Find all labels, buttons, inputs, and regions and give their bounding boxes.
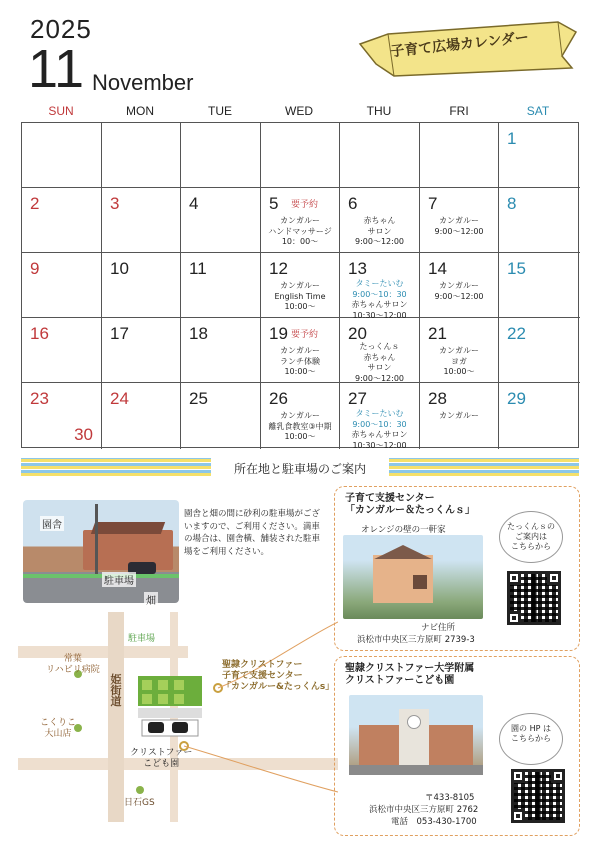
label-field: 畑 [144,592,158,607]
year: 2025 [30,14,92,44]
box1-navi: ナビ住所 [421,623,456,633]
day-number: 19 [269,324,288,343]
day-number: 18 [189,324,208,343]
map-label-kodomo: クリストファー こども園 [130,748,193,769]
day-number: 22 [507,324,526,343]
weekday-sun: SUN [48,104,74,118]
day-number: 8 [507,194,517,213]
day-cell-27 [340,383,420,449]
reservation-tag: 要予約 [291,200,319,210]
day-number: 4 [189,194,199,213]
box2-phone: 電話 053-430-1700 [391,817,477,827]
box2-address: 浜松市中央区三方原町 2762 [369,805,479,815]
qr-code-kodomoen[interactable] [511,769,565,823]
access-map [18,612,338,822]
day-cell-3 [102,188,181,253]
box1-address: 浜松市中央区三方原町 2739-3 [357,635,475,645]
day-cell-empty [420,123,499,188]
event: カンガルー 離乳食教室③中期 10:00～ [268,411,332,441]
section-title: 所在地と駐車場のご案内 [233,462,366,476]
day-number: 5 [269,194,279,213]
map-label-hospital: 常葉 リハビリ病院 [46,654,100,675]
label-enshya: 園舎 [40,516,64,531]
day-number: 24 [110,389,129,408]
box2-title: 聖隷クリストファー大学附属 クリストファーこども園 [345,663,475,686]
day-cell-5 [261,188,340,253]
day-number: 21 [428,324,447,343]
weekday-tue: TUE [208,104,232,118]
calendar-grid [21,122,579,448]
day-number: 11 [189,259,207,278]
day-cell-1 [499,123,580,188]
day-number: 25 [189,389,208,408]
day-number: 13 [348,259,367,278]
day-number: 15 [507,259,526,278]
day-number: 28 [428,389,447,408]
day-cell-19 [261,318,340,383]
banner-title: 子育て広場カレンダー [389,29,530,61]
day-number: 20 [348,324,367,343]
day-cell-21 [420,318,499,383]
day-cell-empty [340,123,420,188]
event: カンガルー ヨガ 10:00～ [439,346,479,376]
map-label-kokuriko: こくりこ 大山店 [40,718,77,739]
box2-bubble: 園の HP は こちらから [499,713,563,765]
day-cell-23-30 [22,383,102,449]
event: カンガルー [439,411,479,420]
day-number: 7 [428,194,438,213]
kodomoen-photo [349,695,483,775]
day-number: 12 [269,259,288,278]
weekday-wed: WED [285,104,313,118]
day-cell-empty [181,123,261,188]
weekday-thu: THU [366,104,392,118]
day-number: 17 [110,324,129,343]
day-number: 10 [110,259,129,278]
day-cell-24 [102,383,181,449]
day-number: 29 [507,389,526,408]
event: たっくんｓ 赤ちゃん サロン 9:00～12:00 [354,342,405,383]
day-number: 16 [30,324,49,343]
day-cell-11 [181,253,261,318]
info-box-kodomoen [334,656,580,836]
day-number: 3 [110,194,120,213]
qr-code-center[interactable] [507,571,561,625]
day-cell-empty [102,123,181,188]
weekday-mon: MON [126,104,154,118]
box2-postal: 〒433-8105 [425,793,475,803]
day-cell-14 [420,253,499,318]
day-number: 14 [428,259,447,278]
day-cell-18 [181,318,261,383]
parking-note: 園舎と畑の間に砂利の駐車場がございますので、ご利用ください。満車の場合は、園舎横、舗装された駐車場をご利用ください。 [184,509,321,557]
day-cell-12 [261,253,340,318]
day-cell-26 [261,383,340,449]
day-cell-20 [340,318,420,383]
weekday-sat: SAT [526,104,550,118]
day-cell-2 [22,188,102,253]
day-number: 1 [507,129,517,148]
map-label-gs: 日石GS [124,798,155,808]
label-parking: 駐車場 [102,572,136,587]
month-name: November [92,70,194,95]
day-number: 23 [30,389,49,408]
day-cell-8 [499,188,580,253]
day-cell-7 [420,188,499,253]
day-number: 6 [348,194,358,213]
day-cell-22 [499,318,580,383]
day-cell-empty [22,123,102,188]
event: タミーたいむ 9:00～10：30 赤ちゃんサロン 10:30～12:00 [351,409,408,450]
event: タミーたいむ 9:00～10：30 赤ちゃんサロン 10:30～12:00 [351,279,408,320]
day-cell-28 [420,383,499,449]
event: 赤ちゃん サロン 9:00～12:00 [354,216,405,246]
event: カンガルー English Time 10:00～ [274,281,326,311]
day-number: 9 [30,259,40,278]
month-number: 11 [28,39,85,99]
day-number-30: 30 [74,425,93,444]
map-label-center: 聖隷クリストファー 子育て支援センター 「カンガルー&たっくんs」 [222,660,335,692]
day-cell-4 [181,188,261,253]
day-number: 2 [30,194,40,213]
event: カンガルー ランチ体験 10:00～ [280,346,320,376]
day-cell-6 [340,188,420,253]
day-cell-9 [22,253,102,318]
day-cell-17 [102,318,181,383]
reservation-tag: 要予約 [291,330,319,340]
day-number: 27 [348,389,367,408]
day-cell-16 [22,318,102,383]
center-photo [343,535,483,619]
map-label-parking: 駐車場 [128,634,156,644]
day-cell-25 [181,383,261,449]
box1-bubble: たっくんｓの ご案内は こちらから [499,511,563,563]
event: カンガルー 9:00～12:00 [434,281,484,301]
day-cell-15 [499,253,580,318]
event: カンガルー 9:00～12:00 [434,216,484,236]
day-cell-29 [499,383,580,449]
weekday-fri: FRI [449,104,469,118]
box1-subtitle: オレンジの壁の一軒家 [361,525,446,535]
day-cell-10 [102,253,181,318]
box1-title: 子育て支援センター 「カンガルー＆たっくんｓ」 [345,493,475,516]
day-number: 26 [269,389,288,408]
event: カンガルー ハンドマッサージ 10：00～ [268,216,332,246]
day-cell-13 [340,253,420,318]
map-label-street: 姫街道 [110,673,122,708]
day-cell-empty [261,123,340,188]
map-roads [18,612,338,822]
info-box-center [334,486,580,651]
